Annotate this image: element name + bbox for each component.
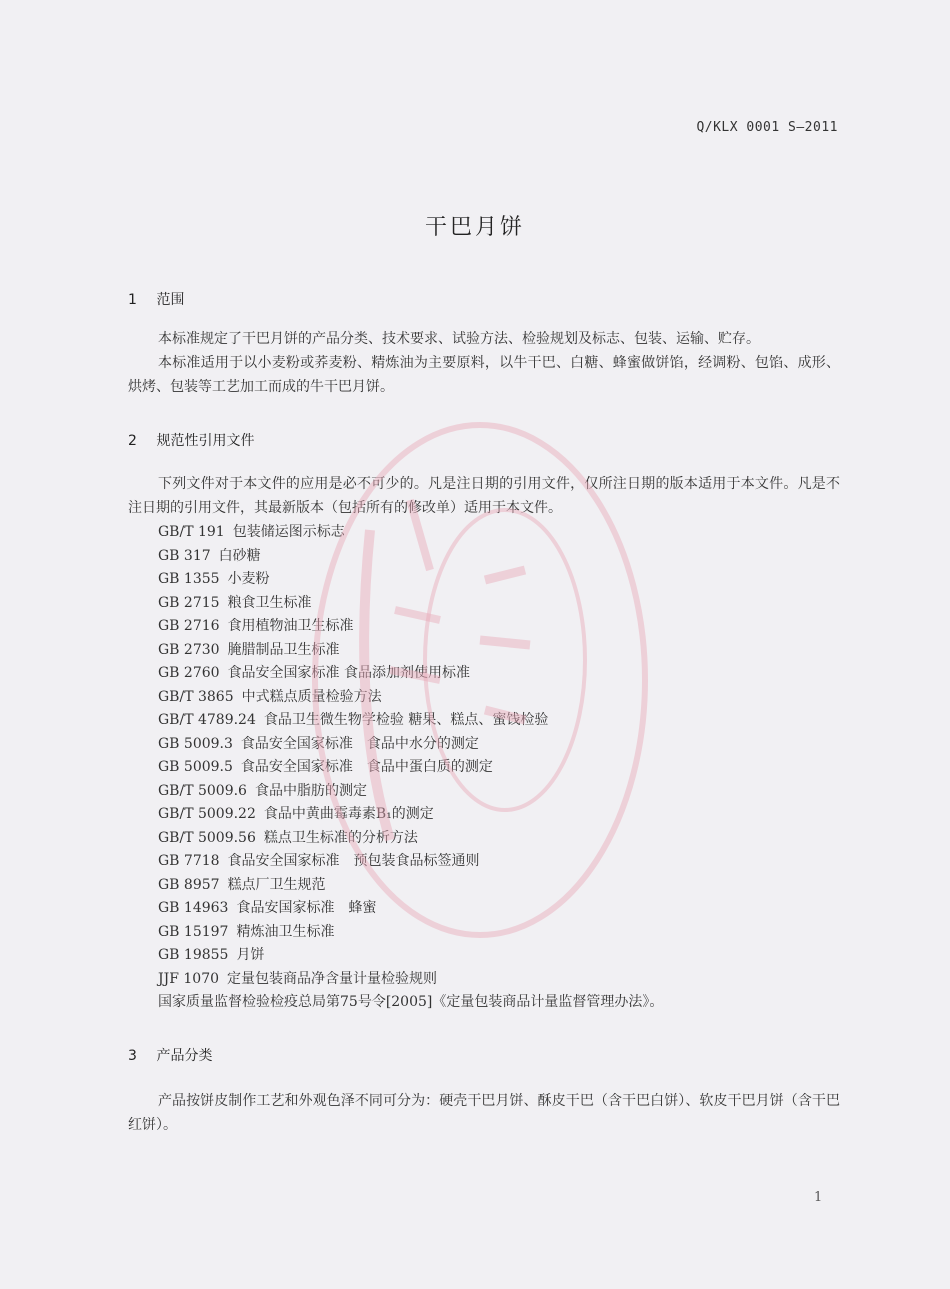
reference-item xyxy=(158,686,663,710)
reference-name: 糕点卫生标准的分析方法 xyxy=(263,829,418,846)
reference-name: 糕点厂卫生规范 xyxy=(227,876,326,893)
reference-name: 食品安全国家标准 食品添加剂使用标准 xyxy=(227,665,471,681)
reference-code: GB 5009.5 xyxy=(158,759,233,775)
document-code: Q/KLX 0001 S—2011 xyxy=(696,120,838,135)
reference-item xyxy=(158,803,663,827)
reference-code: GB/T 5009.22 xyxy=(158,806,256,822)
reference-item xyxy=(158,968,663,992)
section-title: 范围 xyxy=(156,292,185,308)
reference-name: 定量包装商品净含量计量检验规则 xyxy=(227,970,438,987)
reference-item xyxy=(158,827,663,851)
reference-item xyxy=(158,897,663,921)
reference-code: GB 2716 xyxy=(158,618,220,634)
reference-code: GB 7718 xyxy=(158,853,220,869)
scope-paragraph-2: 本标准适用于以小麦粉或荞麦粉、精炼油为主要原料，以牛干巴、白糖、蜂蜜做饼馅，经调粉、包馅、成形、烘烤、包装等工艺加工而成的牛干巴月饼。 xyxy=(128,355,840,395)
reference-item xyxy=(158,780,663,804)
section-title: 规范性引用文件 xyxy=(156,433,255,449)
reference-name: 国家质量监督检验检疫总局第75号令[2005]《定量包装商品计量监督管理办法》。 xyxy=(158,994,664,1010)
document-title: 干巴月饼 xyxy=(424,215,525,240)
reference-name: 食品中黄曲霉毒素B₁的测定 xyxy=(263,806,434,822)
reference-name: 粮食卫生标准 xyxy=(227,594,312,611)
reference-name: 食品卫生微生物学检验 糖果、糕点、蜜饯检验 xyxy=(263,712,549,728)
reference-name: 腌腊制品卫生标准 xyxy=(227,641,340,658)
section-heading-product-classification xyxy=(128,1045,212,1065)
reference-code: GB 2715 xyxy=(158,594,220,611)
reference-item xyxy=(158,521,663,545)
reference-code: JJF 1070 xyxy=(158,970,220,987)
reference-code: GB 19855 xyxy=(158,947,229,963)
reference-item xyxy=(158,733,663,757)
reference-item xyxy=(158,568,663,592)
reference-code: GB 2760 xyxy=(158,665,220,681)
section-heading-normative-references xyxy=(128,430,254,450)
page-number: 1 xyxy=(814,1190,823,1205)
reference-code: GB 317 xyxy=(158,547,211,564)
reference-list xyxy=(158,521,663,1015)
reference-code: GB/T 5009.6 xyxy=(158,782,247,799)
reference-item xyxy=(158,615,663,639)
reference-item xyxy=(158,991,663,1015)
reference-code: GB/T 3865 xyxy=(158,688,234,705)
reference-name: 食品安全国家标准 预包装食品标签通则 xyxy=(227,853,480,869)
reference-code: GB 15197 xyxy=(158,923,229,940)
reference-item xyxy=(158,874,663,898)
reference-code: GB 14963 xyxy=(158,900,229,916)
reference-name: 小麦粉 xyxy=(227,571,270,587)
reference-code: GB/T 5009.56 xyxy=(158,829,256,846)
reference-item xyxy=(158,592,663,616)
reference-item xyxy=(158,545,663,569)
reference-name: 食品安国家标准 蜂蜜 xyxy=(236,900,377,916)
reference-code: GB 5009.3 xyxy=(158,735,233,752)
reference-code: GB 2730 xyxy=(158,641,220,658)
reference-name: 包装储运图示标志 xyxy=(232,524,345,540)
reference-name: 白砂糖 xyxy=(218,547,261,564)
section-heading-scope xyxy=(128,289,184,309)
reference-name: 食品中脂肪的测定 xyxy=(254,782,367,799)
reference-name: 精炼油卫生标准 xyxy=(236,923,335,940)
reference-item xyxy=(158,921,663,945)
section-number: 2 xyxy=(128,433,137,449)
section-number: 1 xyxy=(128,292,137,308)
reference-item xyxy=(158,756,663,780)
reference-item xyxy=(158,709,663,733)
reference-code: GB/T 4789.24 xyxy=(158,712,256,728)
reference-name: 月饼 xyxy=(236,947,265,963)
reference-item xyxy=(158,639,663,663)
reference-code: GB 1355 xyxy=(158,571,220,587)
references-intro-paragraph: 下列文件对于本文件的应用是必不可少的。凡是注日期的引用文件，仅所注日期的版本适用于本文件。凡是不注日期的引用文件，其最新版本（包括所有的修改单）适用于本文件。 xyxy=(128,476,840,516)
reference-item xyxy=(158,944,663,968)
reference-code: GB 8957 xyxy=(158,876,220,893)
reference-code: GB/T 191 xyxy=(158,524,225,540)
classification-paragraph: 产品按饼皮制作工艺和外观色泽不同可分为：硬壳干巴月饼、酥皮干巴（含干巴白饼）、软皮干巴月饼（含干巴红饼）。 xyxy=(128,1093,840,1133)
reference-name: 中式糕点质量检验方法 xyxy=(241,688,382,705)
reference-name: 食用植物油卫生标准 xyxy=(227,618,354,634)
scope-paragraph-1: 本标准规定了干巴月饼的产品分类、技术要求、试验方法、检验规划及标志、包装、运输、贮存。 xyxy=(158,331,760,347)
section-title: 产品分类 xyxy=(156,1048,213,1064)
reference-name: 食品安全国家标准 食品中水分的测定 xyxy=(240,735,479,752)
reference-item xyxy=(158,662,663,686)
section-number: 3 xyxy=(128,1048,137,1064)
reference-item xyxy=(158,850,663,874)
reference-name: 食品安全国家标准 食品中蛋白质的测定 xyxy=(240,759,493,775)
